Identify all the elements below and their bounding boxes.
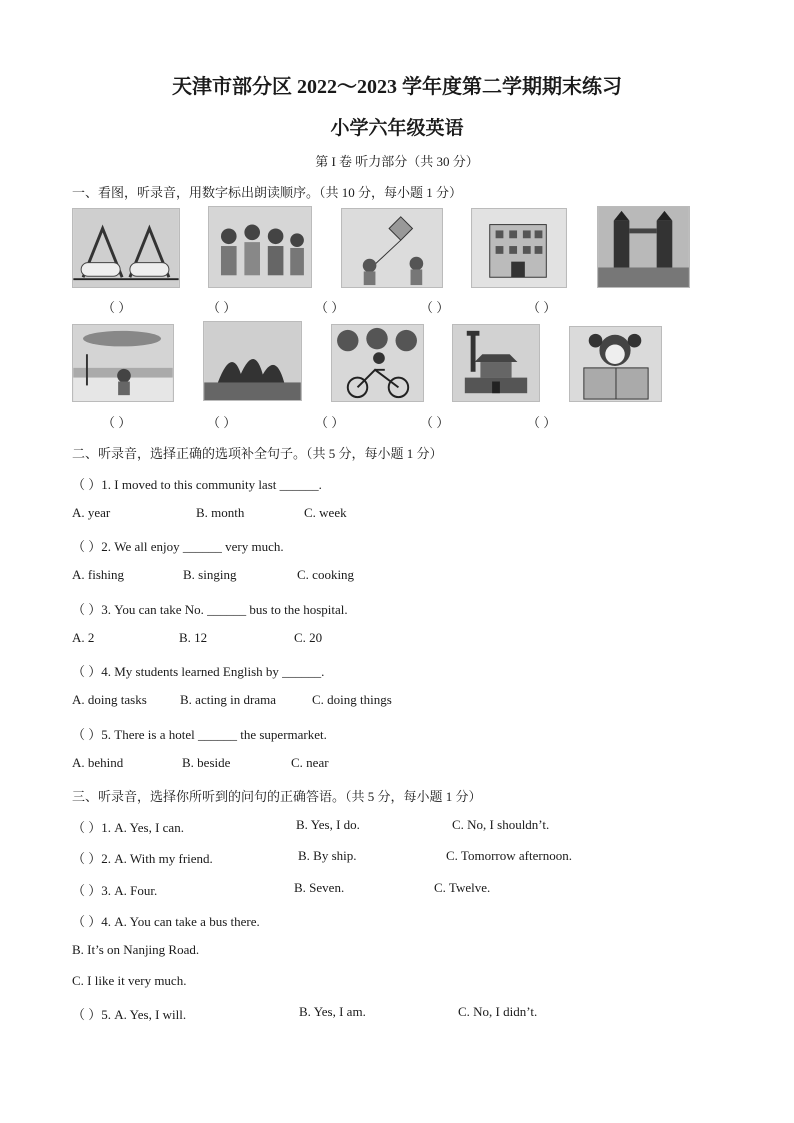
answer-option-b[interactable]: B. By ship. — [298, 848, 357, 863]
answer-blank[interactable]: （ ） — [315, 415, 345, 430]
answer-blank[interactable]: （ ） — [207, 300, 237, 315]
question-stem: （ ）4. My students learned English by ______. — [72, 664, 325, 679]
section-2-heading: 二、听录音，选择正确的选项补全句子。（共 5 分，每小题 1 分） — [72, 446, 443, 461]
section-1-heading: 一、看图，听录音，用数字标出朗读顺序。（共 10 分，每小题 1 分） — [72, 185, 463, 200]
question-stem: （ ）1. I moved to this community last ______. — [72, 477, 322, 492]
gate-tower-icon — [452, 324, 540, 402]
cycling-icon — [331, 324, 424, 402]
answer-blank[interactable]: （ ） — [420, 300, 450, 315]
option-c[interactable]: C. week — [304, 505, 347, 520]
girl-reading-icon — [569, 326, 662, 402]
question-stem: （ ）5. There is a hotel ______ the supermarket. — [72, 727, 327, 742]
train-station-icon — [72, 208, 180, 288]
answer-blank[interactable]: （ ） — [527, 300, 557, 315]
kids-flying-kite-icon — [341, 208, 443, 288]
answer-option-a[interactable]: （ ）3. A. Four. — [72, 883, 158, 898]
page-title: 天津市部分区 2022～2023 学年度第二学期期末练习 — [172, 76, 622, 98]
answer-option-b[interactable]: B. It’s on Nanjing Road. — [72, 942, 200, 957]
question-stem: （ ）3. You can take No. ______ bus to the hospital. — [72, 602, 348, 617]
answer-blank[interactable]: （ ） — [527, 415, 557, 430]
option-c[interactable]: C. doing things — [312, 692, 392, 707]
option-a[interactable]: A. behind — [72, 755, 124, 770]
option-c[interactable]: C. near — [291, 755, 329, 770]
question-stem: （ ）2. We all enjoy ______ very much. — [72, 539, 284, 554]
answer-blank[interactable]: （ ） — [102, 415, 132, 430]
option-b[interactable]: B. acting in drama — [180, 692, 277, 707]
answer-option-a[interactable]: （ ）4. A. You can take a bus there. — [72, 914, 260, 929]
answer-option-a[interactable]: （ ）5. A. Yes, I will. — [72, 1007, 187, 1022]
answer-blank[interactable]: （ ） — [207, 415, 237, 430]
page-subtitle: 小学六年级英语 — [330, 118, 464, 139]
people-group-icon — [208, 206, 312, 288]
option-a[interactable]: A. doing tasks — [72, 692, 147, 707]
answer-option-a[interactable]: （ ）2. A. With my friend. — [72, 851, 213, 866]
option-c[interactable]: C. 20 — [294, 630, 323, 645]
beach-icon — [72, 324, 174, 402]
option-b[interactable]: B. singing — [183, 567, 237, 582]
option-b[interactable]: B. 12 — [179, 630, 208, 645]
option-b[interactable]: B. month — [196, 505, 245, 520]
part-heading: 第 I 卷 听力部分（共 30 分） — [315, 154, 479, 169]
answer-blank[interactable]: （ ） — [315, 300, 345, 315]
opera-house-icon — [203, 321, 302, 401]
answer-option-c[interactable]: C. No, I shouldn’t. — [452, 817, 550, 832]
answer-blank[interactable]: （ ） — [420, 415, 450, 430]
answer-option-a[interactable]: （ ）1. A. Yes, I can. — [72, 820, 184, 835]
answer-option-c[interactable]: C. No, I didn’t. — [458, 1004, 538, 1019]
option-a[interactable]: A. 2 — [72, 630, 95, 645]
option-b[interactable]: B. beside — [182, 755, 231, 770]
section-3-heading: 三、听录音，选择你所听到的问句的正确答语。（共 5 分，每小题 1 分） — [72, 789, 482, 804]
option-a[interactable]: A. fishing — [72, 567, 124, 582]
answer-option-c[interactable]: C. I like it very much. — [72, 973, 187, 988]
answer-option-c[interactable]: C. Tomorrow afternoon. — [446, 848, 572, 863]
tower-bridge-icon — [597, 206, 690, 288]
building-icon — [471, 208, 567, 288]
answer-option-b[interactable]: B. Yes, I do. — [296, 817, 360, 832]
answer-option-b[interactable]: B. Seven. — [294, 880, 345, 895]
option-c[interactable]: C. cooking — [297, 567, 355, 582]
answer-option-b[interactable]: B. Yes, I am. — [299, 1004, 366, 1019]
answer-option-c[interactable]: C. Twelve. — [434, 880, 491, 895]
option-a[interactable]: A. year — [72, 505, 111, 520]
answer-blank[interactable]: （ ） — [102, 300, 132, 315]
